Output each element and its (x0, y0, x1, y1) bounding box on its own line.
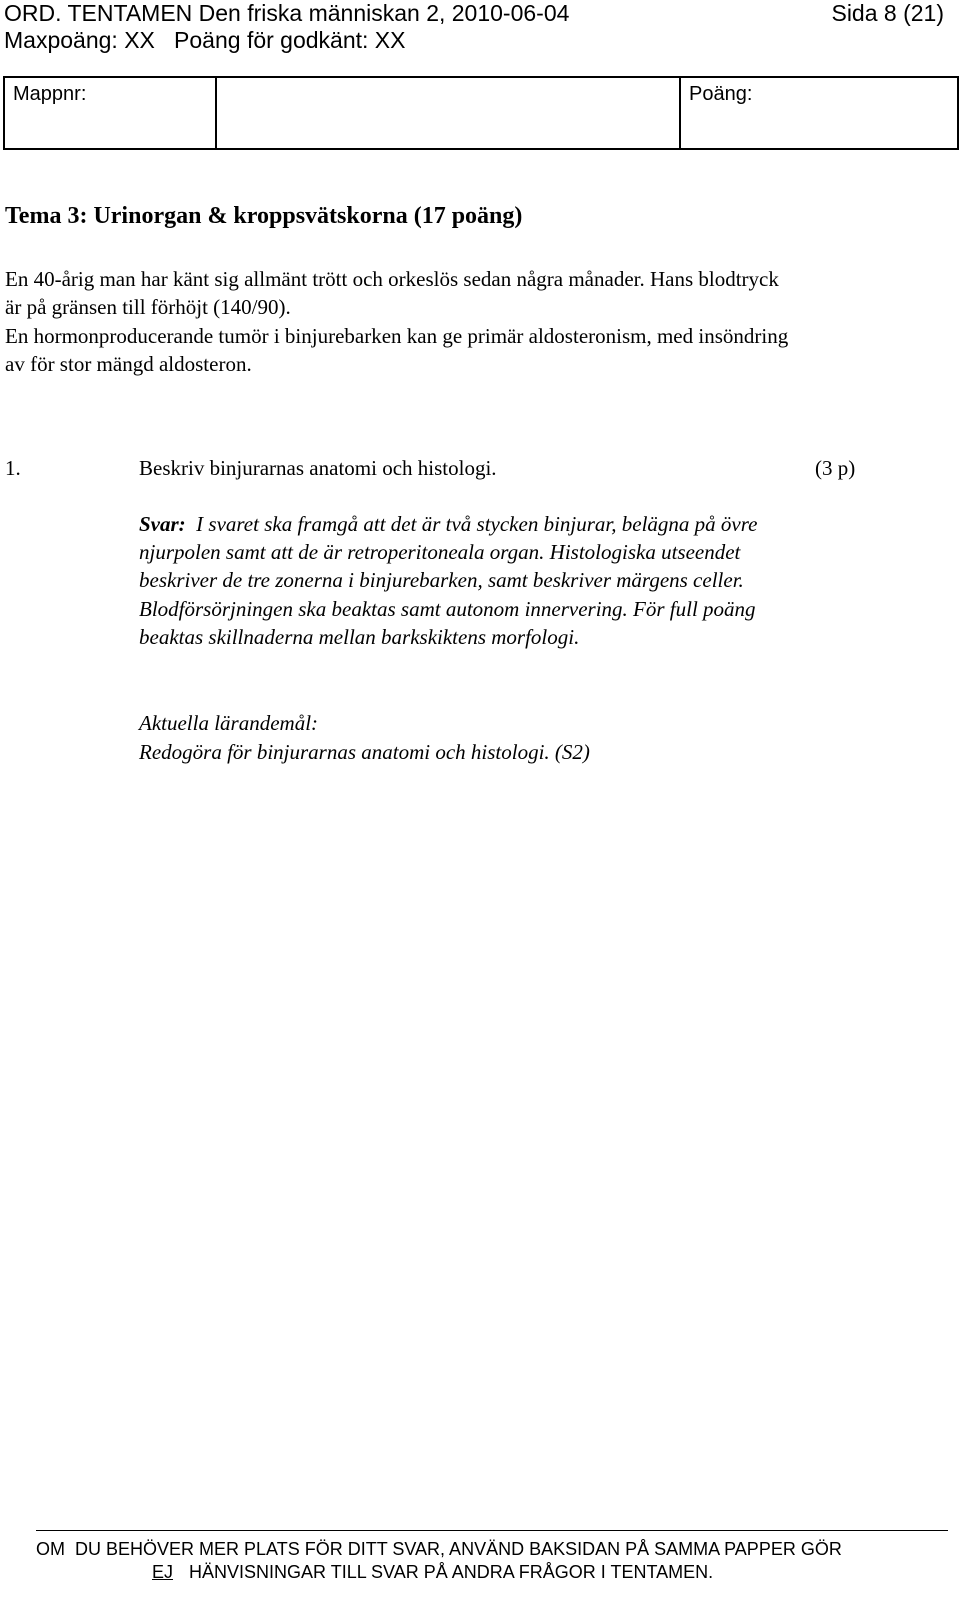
footer-ej: EJ (152, 1562, 174, 1582)
answer-line: njurpolen samt att de är retroperitoneala organ. Histologiska utseendet (139, 540, 741, 564)
mappnr-entry-cell[interactable] (217, 78, 681, 148)
intro-line: är på gränsen till förhöjt (140/90). (5, 295, 291, 319)
answer-line: beskriver de tre zonerna i binjurebarken, samt beskriver märgens celler. (139, 568, 744, 592)
learning-goals-text: Redogöra för binjurarnas anatomi och histologi. (S2) (139, 740, 590, 764)
intro-line: av för stor mängd aldosteron. (5, 352, 252, 376)
question-number: 1. (5, 456, 21, 480)
question-points: (3 p) (815, 456, 856, 480)
poang-cell[interactable] (681, 78, 957, 148)
answer-line: Blodförsörjningen ska beaktas samt autonom innervering. För full poäng (139, 597, 756, 621)
mappnr-label: Mappnr: (13, 83, 87, 105)
poang-label: Poäng: (689, 83, 753, 105)
answer-label: Svar: (139, 512, 186, 536)
footer-instruction-line: OM DU BEHÖVER MER PLATS FÖR DITT SVAR, ANVÄND BAKSIDAN PÅ SAMMA PAPPER GÖR (36, 1539, 842, 1559)
question-text: Beskriv binjurarnas anatomi och histologi. (139, 456, 497, 480)
mappnr-cell[interactable] (5, 78, 217, 148)
answer-line: beaktas skillnaderna mellan barkskiktens morfologi. (139, 625, 580, 649)
footer-divider (36, 1530, 948, 1531)
footer-instruction-line: HÄNVISNINGAR TILL SVAR PÅ ANDRA FRÅGOR I TENTAMEN. (189, 1562, 714, 1582)
intro-line: En hormonproducerande tumör i binjurebarken kan ge primär aldosteronism, med insöndring (5, 324, 789, 348)
exam-header-title: ORD. TENTAMEN Den friska människan 2, 2010-06-04 (4, 0, 570, 26)
page-number: Sida 8 (21) (831, 0, 944, 26)
points-summary: Maxpoäng: XX Poäng för godkänt: XX (4, 27, 406, 53)
intro-line: En 40-årig man har känt sig allmänt trött och orkeslös sedan några månader. Hans blodtryck (5, 267, 779, 291)
theme-title: Tema 3: Urinorgan & kroppsvätskorna (17 poäng) (5, 203, 523, 229)
answer-line (139, 510, 757, 538)
learning-goals-label: Aktuella lärandemål: (139, 711, 319, 735)
score-table (3, 76, 959, 150)
answer-line-text: I svaret ska framgå att det är två stycken binjurar, belägna på övre (196, 512, 758, 536)
